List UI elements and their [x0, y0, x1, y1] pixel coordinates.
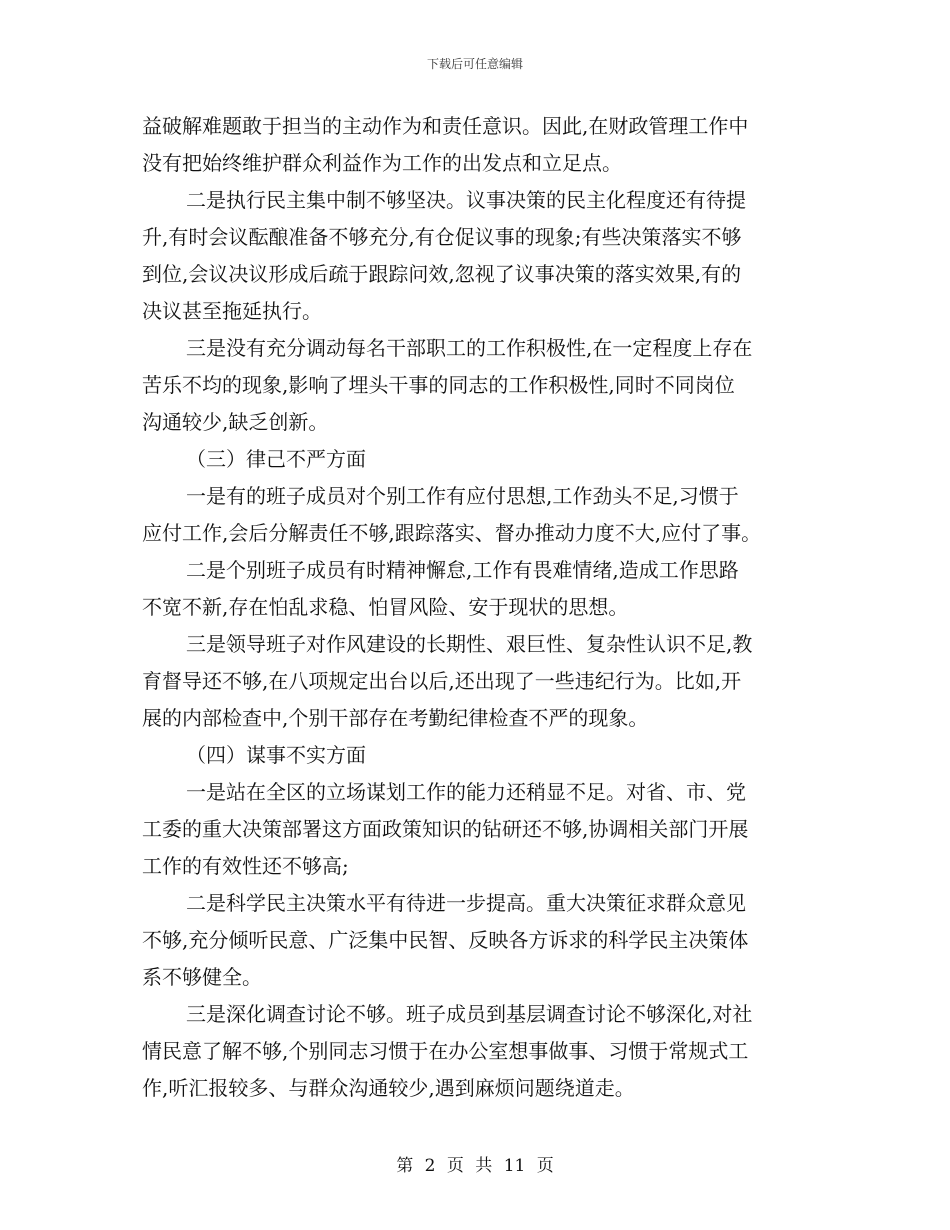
- text-line: 系不够健全。: [142, 965, 262, 989]
- text-line: 升,有时会议酝酿准备不够充分,有仓促议事的现象;有些决策落实不够: [142, 225, 742, 249]
- text-line: 三是没有充分调动每名干部职工的工作积极性,在一定程度上存在: [186, 336, 753, 360]
- document-body: [142, 108, 822, 1107]
- text-line: 没有把始终维护群众利益作为工作的出发点和立足点。: [142, 151, 622, 175]
- text-line: 作,听汇报较多、与群众沟通较少,遇到麻烦问题绕道走。: [142, 1076, 635, 1100]
- text-line: 展的内部检查中,个别干部存在考勤纪律检查不严的现象。: [142, 706, 649, 730]
- text-line: 一是有的班子成员对个别工作有应付思想,工作劲头不足,习惯于: [186, 484, 739, 508]
- text-line: 二是科学民主决策水平有待进一步提高。重大决策征求群众意见: [186, 891, 746, 915]
- page-number: 第 2 页 共 11 页: [396, 1156, 554, 1176]
- text-line: （三）律己不严方面: [186, 447, 366, 471]
- text-line: 二是执行民主集中制不够坚决。议事决策的民主化程度还有待提: [186, 188, 746, 212]
- text-line: 三是领导班子对作风建设的长期性、艰巨性、复杂性认识不足,教: [186, 632, 753, 656]
- page-header: 下载后可任意编辑: [426, 57, 523, 71]
- text-line: （四）谋事不实方面: [186, 743, 366, 767]
- text-line: 苦乐不均的现象,影响了埋头干事的同志的工作积极性,同时不同岗位: [142, 373, 735, 397]
- text-line: 工作的有效性还不够高;: [142, 854, 349, 878]
- text-line: 育督导还不够,在八项规定出台以后,还出现了一些违纪行为。比如,开: [142, 669, 742, 693]
- text-line: 工委的重大决策部署这方面政策知识的钻研还不够,协调相关部门开展: [142, 817, 749, 841]
- text-line: 二是个别班子成员有时精神懈怠,工作有畏难情绪,造成工作思路: [186, 558, 739, 582]
- text-line: 到位,会议决议形成后疏于跟踪问效,忽视了议事决策的落实效果,有的: [142, 262, 742, 286]
- text-line: 益破解难题敢于担当的主动作为和责任意识。因此,在财政管理工作中: [142, 114, 749, 138]
- text-line: 情民意了解不够,个别同志习惯于在办公室想事做事、习惯于常规式工: [142, 1039, 749, 1063]
- text-line: 应付工作,会后分解责任不够,跟踪落实、督办推动力度不大,应付了事。: [142, 521, 762, 545]
- text-line: 决议甚至拖延执行。: [142, 299, 322, 323]
- text-line: 沟通较少,缺乏创新。: [142, 410, 329, 434]
- text-line: 不够,充分倾听民意、广泛集中民智、反映各方诉求的科学民主决策体: [142, 928, 749, 952]
- text-line: 不宽不新,存在怕乱求稳、怕冒风险、安于现状的思想。: [142, 595, 629, 619]
- text-line: 三是深化调查讨论不够。班子成员到基层调查讨论不够深化,对社: [186, 1002, 753, 1026]
- text-line: 一是站在全区的立场谋划工作的能力还稍显不足。对省、市、党: [186, 780, 746, 804]
